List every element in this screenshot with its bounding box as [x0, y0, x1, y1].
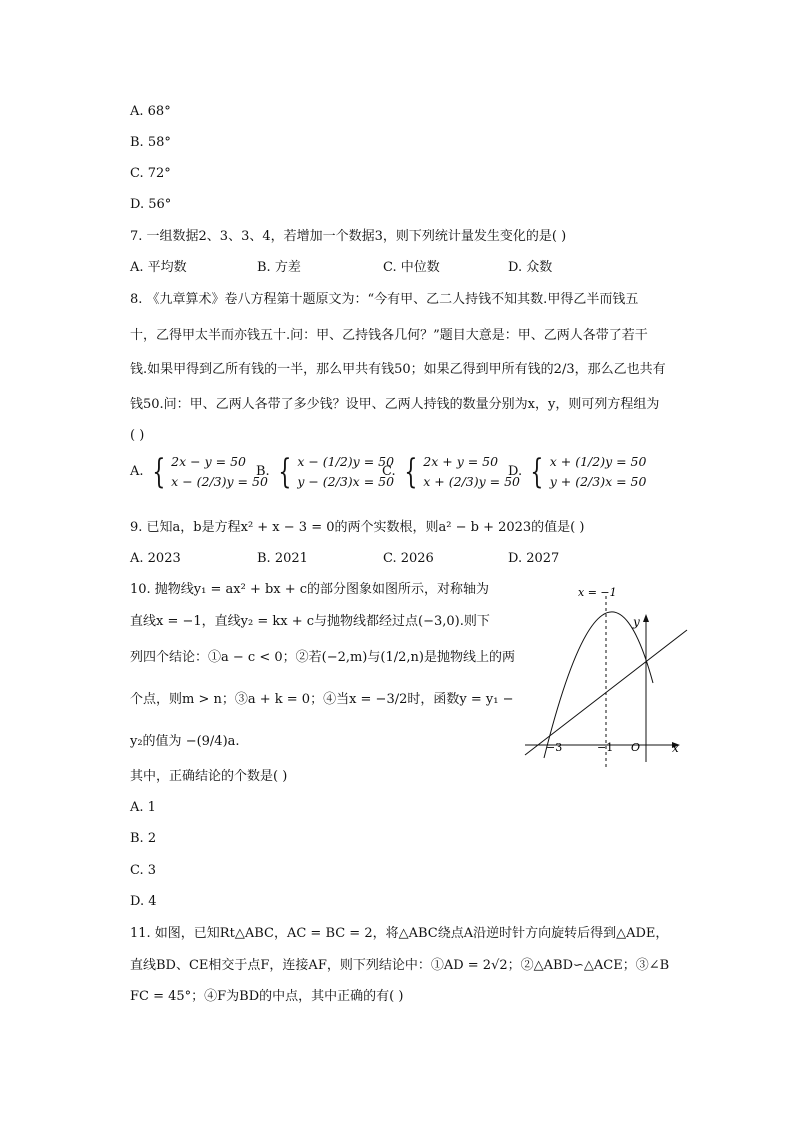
q10-line-2: 直线x = −1，直线y₂ = kx + c与抛物线都经过点(−3,0).则下	[130, 614, 490, 629]
q9-option-c[interactable]: C. 2026	[383, 551, 434, 566]
q7-option-c[interactable]: C. 中位数	[383, 260, 440, 275]
q11-line-1: 11. 如图，已知Rt△ABC，AC = BC = 2，将△ABC绕点A沿逆时针方向旋转后得到△ADE，	[130, 926, 669, 941]
q8-option-d[interactable]	[508, 452, 646, 492]
q10-line-4: 个点，则m > n；③a + k = 0；④当x = −3/2时，函数y = y₁ −	[130, 692, 514, 707]
q8-option-d-label: D.	[508, 464, 523, 479]
q8-option-c-label: C.	[382, 464, 396, 479]
q9-option-a[interactable]: A. 2023	[130, 551, 181, 566]
q7-option-d[interactable]: D. 众数	[508, 260, 553, 275]
q7-stem: 7. 一组数据2、3、3、4，若增加一个数据3，则下列统计量发生变化的是( )	[130, 229, 567, 244]
q10-line-5: y₂的值为 −(9/4)a.	[130, 734, 240, 749]
q8-line-3: 钱.如果甲得到乙所有钱的一半，那么甲共有钱50；如果乙得到甲所有钱的2/3，那么乙也共有	[130, 362, 666, 377]
q8-option-a[interactable]	[130, 452, 268, 492]
q10-option-c[interactable]: C. 3	[130, 863, 157, 878]
q10-line-1: 10. 抛物线y₁ = ax² + bx + c的部分图象如图所示，对称轴为	[130, 582, 490, 597]
q10-option-a[interactable]: A. 1	[130, 800, 156, 815]
q8-line-4: 钱50.问：甲、乙两人各带了多少钱？设甲、乙两人持钱的数量分别为x，y，则可列方程组为	[130, 397, 660, 412]
tick-origin: O	[631, 741, 641, 754]
q10-line-6: 其中，正确结论的个数是( )	[130, 769, 288, 784]
tick-minus-3: −3	[546, 741, 563, 754]
q9-stem: 9. 已知a，b是方程x² + x − 3 = 0的两个实数根，则a² − b + 2023的值是( )	[130, 520, 585, 535]
q8-option-b-eq1: x − (1/2)y = 50	[297, 454, 395, 469]
q8-option-a-eq1: 2x − y = 50	[171, 454, 246, 469]
q10-option-b[interactable]: B. 2	[130, 831, 157, 846]
q8-option-a-label: A.	[130, 464, 144, 479]
parabola-curve	[544, 612, 653, 758]
q9-option-d[interactable]: D. 2027	[508, 551, 560, 566]
y-axis-arrow-icon	[643, 614, 649, 622]
q8-line-5: ( )	[130, 428, 145, 443]
tick-minus-1: −1	[597, 741, 614, 754]
q8-option-b-label: B.	[256, 464, 270, 479]
q8-line-1: 8. 《九章算术》卷八方程第十题原文为：“今有甲、乙二人持钱不知其数.甲得乙半而钱五	[130, 292, 639, 307]
q8-line-2: 十，乙得甲太半而亦钱五十.问：甲、乙持钱各几何？”题目大意是：甲、乙两人各带了若干	[130, 328, 648, 343]
q6-option-c[interactable]: C. 72°	[130, 166, 171, 181]
q10-line-3: 列四个结论：①a − c < 0；②若(−2,m)与(1/2,n)是抛物线上的两	[130, 650, 515, 665]
q6-option-a[interactable]: A. 68°	[130, 104, 171, 119]
symmetry-axis-label: x = −1	[578, 586, 617, 599]
q8-option-d-eq1: x + (1/2)y = 50	[549, 454, 647, 469]
brace-icon: {	[278, 452, 291, 492]
y-axis-label: y	[633, 615, 640, 629]
q8-option-b-eq2: y − (2/3)x = 50	[297, 474, 395, 489]
q8-option-c-eq2: x + (2/3)y = 50	[423, 474, 520, 489]
q8-option-d-eq2: y + (2/3)x = 50	[549, 474, 647, 489]
brace-icon: {	[151, 452, 165, 492]
x-axis-label: x	[672, 741, 679, 755]
q7-option-a[interactable]: A. 平均数	[130, 260, 187, 275]
q8-options	[130, 452, 647, 502]
q11-line-2: 直线BD、CE相交于点F，连接AF，则下列结论中：①AD = 2√2；②△ABD∽△ACE；③∠B	[130, 958, 670, 973]
q8-option-c[interactable]	[382, 452, 523, 492]
q10-graph	[520, 580, 690, 775]
q6-option-d[interactable]: D. 56°	[130, 197, 172, 212]
q10-option-d[interactable]: D. 4	[130, 894, 157, 909]
brace-icon: {	[403, 452, 417, 492]
q6-option-b[interactable]: B. 58°	[130, 135, 171, 150]
q8-option-b[interactable]	[256, 452, 394, 492]
q9-option-b[interactable]: B. 2021	[257, 551, 308, 566]
q7-option-b[interactable]: B. 方差	[257, 260, 301, 275]
brace-icon: {	[530, 452, 544, 492]
q8-option-c-eq1: 2x + y = 50	[423, 454, 499, 469]
q11-line-3: FC = 45°；④F为BD的中点，其中正确的有( )	[130, 989, 404, 1004]
q8-option-a-eq2: x − (2/3)y = 50	[171, 474, 268, 489]
